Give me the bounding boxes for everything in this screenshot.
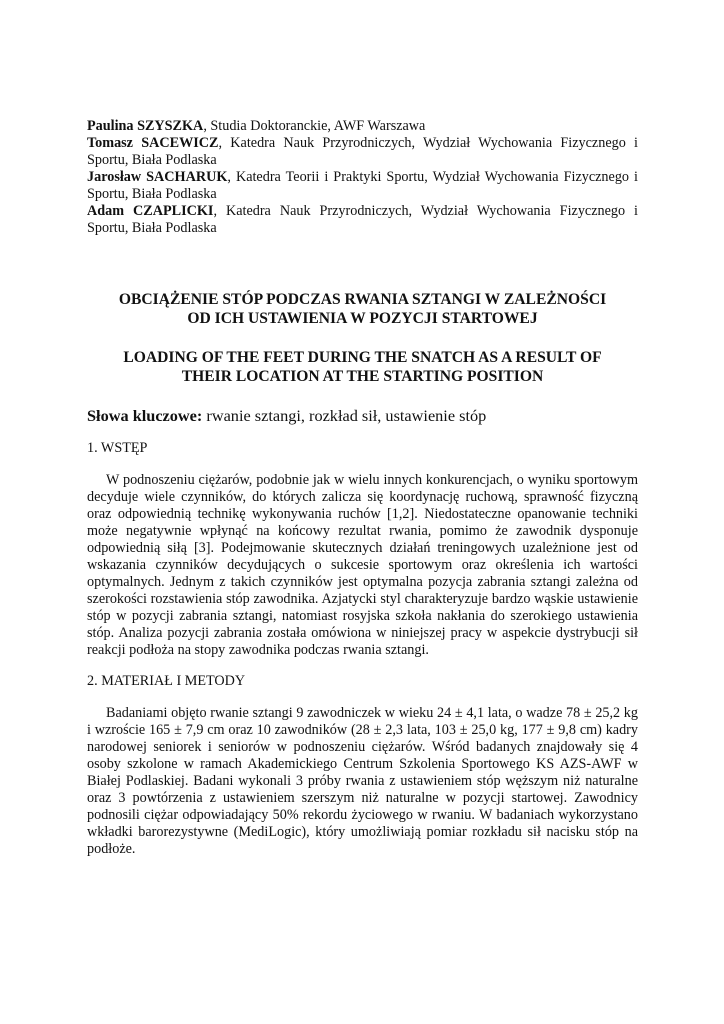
- author-name: Jarosław SACHARUK: [87, 169, 228, 185]
- keywords-value: rwanie sztangi, rozkład sił, ustawienie stóp: [202, 406, 487, 425]
- title-polish-line-2: OD ICH USTAWIENIA W POZYCJI STARTOWEJ: [187, 310, 538, 327]
- author-affiliation: , Katedra Nauk Przyrodniczych, Wydział Wychowania Fizycznego i Sportu, Biała Podlaska: [87, 135, 638, 168]
- author-entry: [87, 135, 638, 169]
- author-entry: [87, 203, 638, 237]
- author-affiliation: , Katedra Teorii i Praktyki Sportu, Wydział Wychowania Fizycznego i Sportu, Biała Podlaska: [87, 169, 638, 202]
- author-entry: [87, 118, 638, 135]
- paper-titles: [87, 290, 638, 386]
- title-english-line-2: THEIR LOCATION AT THE STARTING POSITION: [181, 368, 544, 385]
- section-heading-methods: 2. MATERIAŁ I METODY: [87, 673, 246, 689]
- section-heading-introduction: 1. WSTĘP: [87, 440, 148, 456]
- methods-paragraph: Badaniami objęto rwanie sztangi 9 zawodniczek w wieku 24 ± 4,1 lata, o wadze 78 ± 25,2 kg i wzroście 165 ± 7,9 cm oraz 10 zawodników (28 ± 2,3 lata, 103 ± 25,0 kg, 177 ± 9,8 cm) kadry narodowej seniorek i seniorów w podnoszeniu ciężarów. Wśród badanych znajdowały się 4 osoby szkolone w ramach Akademickiego Centrum Szkolenia Sportowego KS AZS-AWF w Białej Podlaskiej. Badani wykonali 3 próby rwania z ustawieniem stóp węższym niż naturalne oraz 3 powtórzenia z ustawieniem szerszym niż naturalne w pozycji startowej. Zawodnicy podnosili ciężar odpowiadający 50% rekordu życiowego w rwaniu. W badaniach wykorzystano wkładki barorezystywne (MediLogic), który umożliwiają pomiar rozkładu sił nacisku stóp na podłoże.: [87, 705, 638, 857]
- title-polish: [87, 290, 638, 328]
- title-polish-line-1: OBCIĄŻENIE STÓP PODCZAS RWANIA SZTANGI W ZALEŻNOŚCI: [118, 291, 607, 308]
- author-affiliation: , Studia Doktoranckie, AWF Warszawa: [203, 118, 426, 134]
- author-affiliation: , Katedra Nauk Przyrodniczych, Wydział Wychowania Fizycznego i Sportu, Biała Podlaska: [87, 203, 638, 236]
- author-name: Tomasz SACEWICZ: [87, 135, 219, 151]
- introduction-paragraph: W podnoszeniu ciężarów, podobnie jak w wielu innych konkurencjach, o wyniku sportowym decyduje wiele czynników, do których zalicza się koordynację ruchową, sprawność fizyczną oraz odpowiednią technikę wykonywania ruchów [1,2]. Niedostateczne opanowanie techniki może negatywnie wpłynąć na końcowy rezultat rwania, pomimo że zawodnik dysponuje odpowiednią siłą [3]. Podejmowanie skutecznych działań treningowych uzależnione jest od wskazania czynników decydujących o sukcesie sportowym oraz określenia ich wartości optymalnych. Jednym z takich czynników jest optymalna pozycja zabrania sztangi zależna od szerokości rozstawienia stóp zawodnika. Azjatycki styl charakteryzuje bardzo wąskie ustawienie stóp w pozycji zabrania sztangi, natomiast rosyjska szkoła nakłania do szerokiego ustawienia stóp. Analiza pozycji zabrania została omówiona w niniejszej pracy w aspekcie dystrybucji sił reakcji podłoża na stopy zawodnika podczas rwania sztangi.: [87, 472, 638, 658]
- author-entry: [87, 169, 638, 203]
- title-english-line-1: LOADING OF THE FEET DURING THE SNATCH AS A RESULT OF: [123, 349, 602, 366]
- keywords-label: Słowa kluczowe:: [87, 406, 203, 425]
- author-list: [87, 118, 638, 237]
- title-english: [87, 348, 638, 386]
- author-name: Adam CZAPLICKI: [87, 203, 214, 219]
- author-name: Paulina SZYSZKA: [87, 118, 204, 134]
- keywords: [87, 406, 638, 426]
